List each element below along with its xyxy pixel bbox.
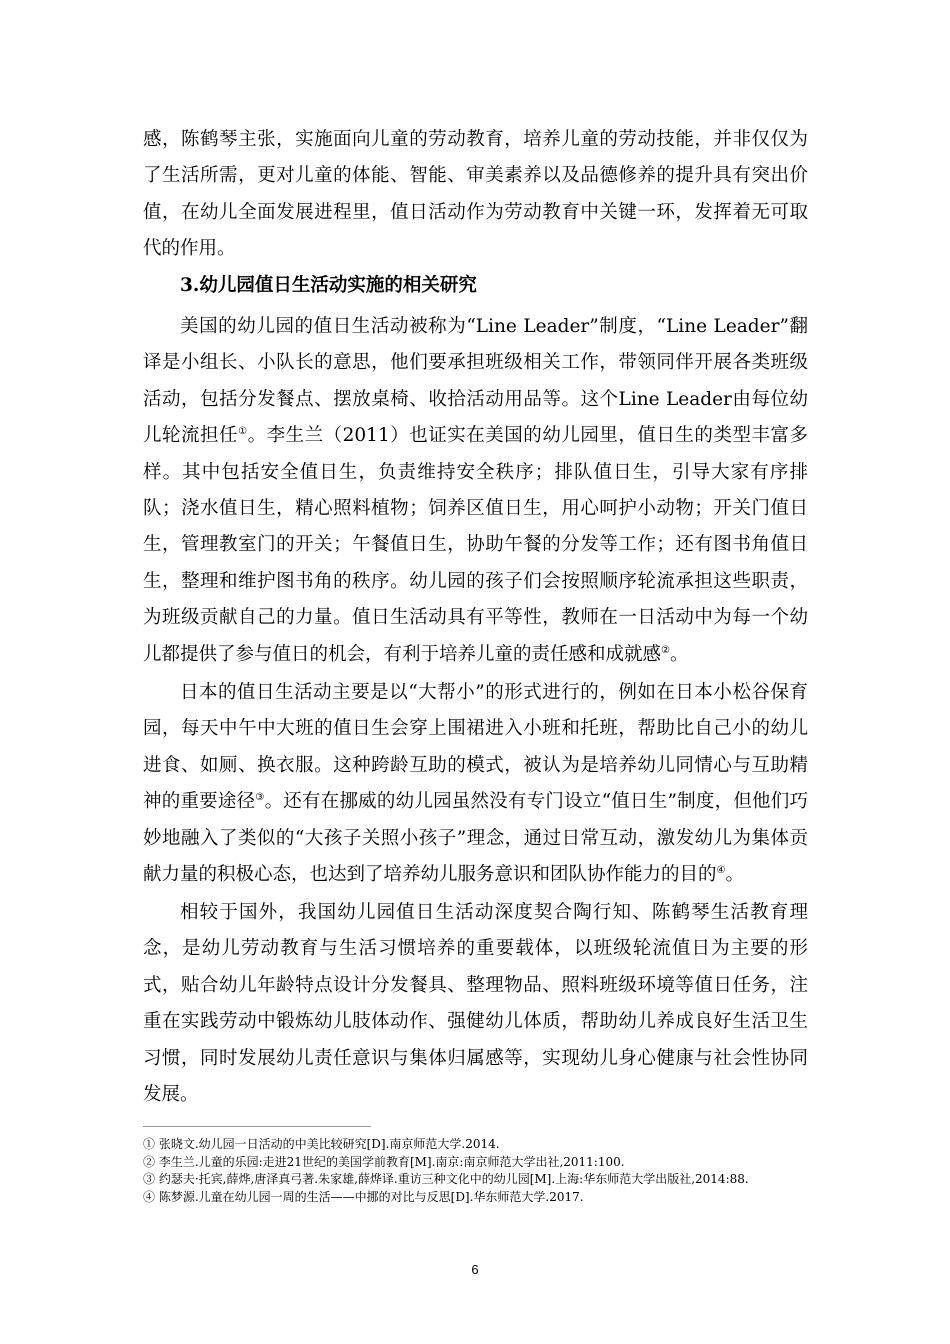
footnote-1: ① 张晓文.幼儿园一日活动的中美比较研究[D].南京师范大学.2014.: [143, 1137, 500, 1151]
footnote-ref-2[interactable]: ②: [661, 644, 670, 656]
paragraph-text: 。还有在挪威的幼儿园虽然没有专门设立“值日生”制度，但他们巧妙地融入了类似的“大孩子关照小孩子”理念，通过日常互动，激发幼儿为集体贡献力量的积极心态，也达到了培养幼儿服务意识和团队协作能力的目的: [143, 791, 809, 886]
paragraph-text: 日本的值日生活动主要是以“大帮小”的形式进行的，例如在日本小松谷保育园，每天中午中大班的值日生会穿上围裙进入小班和托班，帮助比自己小的幼儿进食、如厕、换衣服。这种跨龄互助的模式，被认为是培养幼儿同情心与互助精神的重要途径: [143, 682, 808, 813]
paragraph-japan: [143, 675, 808, 893]
footnote-separator: [143, 1126, 371, 1127]
footnote-2: ② 李生兰.儿童的乐园:走进21世纪的美国学前教育[M].南京:南京师范大学出社,2011:100.: [143, 1154, 625, 1169]
paragraph-continued: [143, 122, 808, 268]
paragraph-text: 感，陈鹤琴主张，实施面向儿童的劳动教育，培养儿童的劳动技能，并非仅仅为了生活所需，更对儿童的体能、智能、审美素养以及品德修养的提升具有突出价值，在幼儿全面发展进程里，值日活动作为劳动教育中关键一环，发挥着无可取代的作用。: [143, 129, 808, 260]
footnotes-list: [143, 1136, 808, 1206]
paragraph-text: 美国的幼儿园的值日生活动被称为“Line Leader”制度，“Line Leader”翻译是小组长、小队长的意思，他们要承担班级相关工作，带领同伴开展各类班级活动，包括分发餐点、摆放桌椅、收拾活动用品等。这个Line Leader由每位幼儿轮流担任: [143, 316, 808, 447]
paragraph-text: 。李生兰（2011）也证实在美国的幼儿园里，值日生的类型丰富多样。其中包括安全值日生，负责维持安全秩序；排队值日生，引导大家有序排队；浇水值日生，精心照料植物；饲养区值日生，用心呵护小动物；开关门值日生，管理教室门的开关；午餐值日生，协助午餐的分发等工作；还有图书角值日生，整理和维护图书角的秩序。幼儿园的孩子们会按照顺序轮流承担这些职责，为班级贡献自己的力量。值日生活动具有平等性，教师在一日活动中为每一个幼儿都提供了参与值日的机会，有利于培养儿童的责任感和成就感: [143, 425, 808, 665]
paragraph-text: 相较于国外，我国幼儿园值日生活动深度契合陶行知、陈鹤琴生活教育理念，是幼儿劳动教育与生活习惯培养的重要载体，以班级轮流值日为主要的形式，贴合幼儿年龄特点设计分发餐具、整理物品、照料班级环境等值日任务，注重在实践劳动中锻炼幼儿肢体动作、强健幼儿体质，帮助幼儿养成良好生活卫生习惯，同时发展幼儿责任意识与集体归属感等，实现幼儿身心健康与社会性协同发展。: [143, 902, 808, 1106]
paragraph-usa: [143, 309, 808, 673]
page-number: 6: [471, 1262, 479, 1277]
footnote-ref-1[interactable]: ①: [238, 426, 248, 438]
section-heading: 3.幼儿园值日生活动实施的相关研究: [180, 275, 477, 296]
paragraph-text: 。: [725, 864, 744, 886]
paragraph-china: [143, 895, 808, 1113]
footnote-3: ③ 约瑟夫·托宾,薛烨,唐泽真弓著.朱家雄,薛烨译.重访三种文化中的幼儿园[M].上海:华东师范大学出版社,2014:88.: [143, 1172, 749, 1187]
paragraph-text: 。: [669, 643, 689, 665]
footnote-ref-4[interactable]: ④: [716, 864, 726, 876]
footnote-ref-3[interactable]: ③: [255, 792, 265, 804]
footnote-4: ④ 陈梦源.儿童在幼儿园一周的生活——中挪的对比与反思[D].华东师范大学.2017.: [143, 1189, 584, 1204]
